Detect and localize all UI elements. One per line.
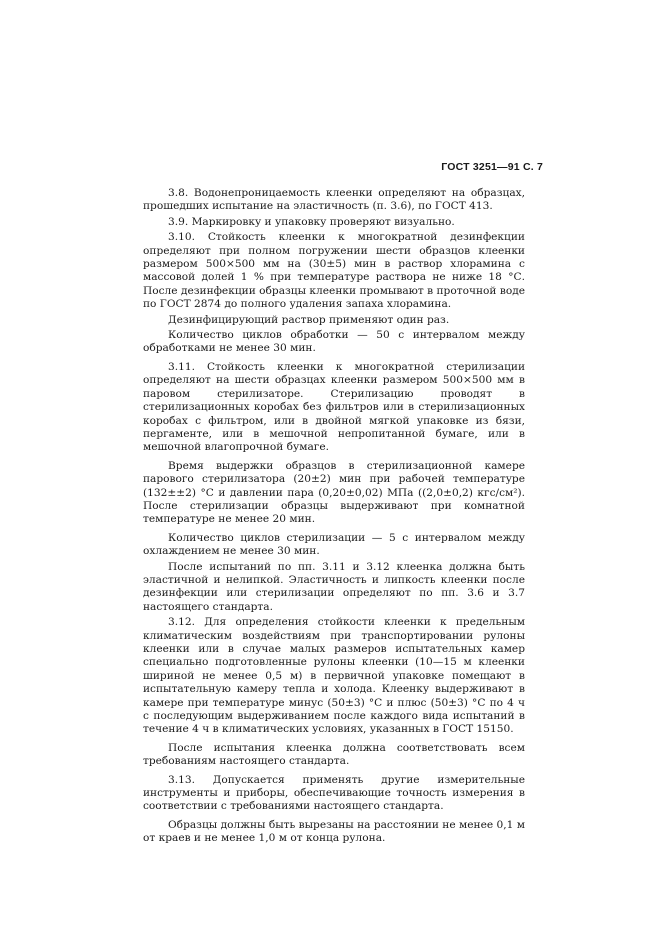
paragraph-3-12: 3.12. Для определения стойкости клеенки к предельным климатическим воздействиям при транспортировании рулоны клеенки или в случае малых размеров испытательных камер специально подготовленные рулоны клеенки (10—15 м клеенки шириной не менее 0,5 м) в первичной упаковке помещают в испытательную камеру тепла и холода. Клеенку выдерживают в камере при температуре минус (50±3) °С и плюс (50±3) °С по 4 ч с последующим выдерживанием после каждого вида испытаний в течение 4 ч в климатических условиях, указанных в ГОСТ 15150. (143, 616, 525, 736)
paragraph-sterilization-cycles: Количество циклов стерилизации — 5 с интервалом между охлаждением не менее 30 мин. (143, 531, 525, 558)
paragraph-post-test-elasticity: После испытаний по пп. 3.11 и 3.12 клеенка должна быть эластичной и нелипкой. Эластичность и липкость клеенки после дезинфекции или стерилизации определяют по пп. 3.6 и 3.7 настоящего стандарта. (143, 560, 525, 613)
paragraph-3-10: 3.10. Стойкость клеенки к многократной дезинфекции определяют при полном погружении шести образцов клеенки размером 500×500 мм на (30±5) мин в раствор хлорамина с массовой долей 1 % при температуре раствора не ниже 18 °С. После дезинфекции образцы клеенки промывают в проточной воде по ГОСТ 2874 до полного удаления запаха хлорамина. (143, 231, 525, 311)
paragraph-3-13: 3.13. Допускается применять другие измерительные инструменты и приборы, обеспечивающие точность измерения в соответствии с требованиями настоящего стандарта. (143, 773, 525, 813)
paragraph-3-11: 3.11. Стойкость клеенки к многократной стерилизации определяют на шести образцах клеенки размером 500×500 мм в паровом стерилизаторе. Стерилизацию проводят в стерилизационных коробах без фильтров или в стерилизационных коробах с фильтром, или в двойной мягкой упаковке из бязи, пергаменте, или в мешочной непропитанной бумаге, или в мешочной влагопрочной бумаге. (143, 360, 525, 454)
document-body (143, 187, 525, 848)
paragraph-disinfection-cycles: Количество циклов обработки — 50 с интервалом между обработками не менее 30 мин. (143, 329, 525, 355)
paragraph-3-8: 3.8. Водонепроницаемость клеенки определяют на образцах, прошедших испытание на эластичность (п. 3.6), по ГОСТ 413. (143, 187, 525, 213)
paragraph-sterilization-time: Время выдержки образцов в стерилизационной камере парового стерилизатора (20±2) мин при рабочей температуре (132±±2) °С и давлении пара (0,20±0,02) МПа ((2,0±0,2) кгс/см²). После стерилизации образцы выдерживают при комнатной температуре не менее 20 мин. (143, 459, 525, 526)
page-header: ГОСТ 3251—91 С. 7 (441, 161, 543, 173)
paragraph-3-9: 3.9. Маркировку и упаковку проверяют визуально. (168, 215, 455, 228)
paragraph-sample-cutting: Образцы должны быть вырезаны на расстоянии не менее 0,1 м от краев и не менее 1,0 м от конца рулона. (143, 818, 525, 845)
paragraph-post-climate-test: После испытания клеенка должна соответствовать всем требованиям настоящего стандарта. (143, 741, 525, 768)
paragraph-disinfectant-note: Дезинфицирующий раствор применяют один раз. (168, 313, 450, 326)
